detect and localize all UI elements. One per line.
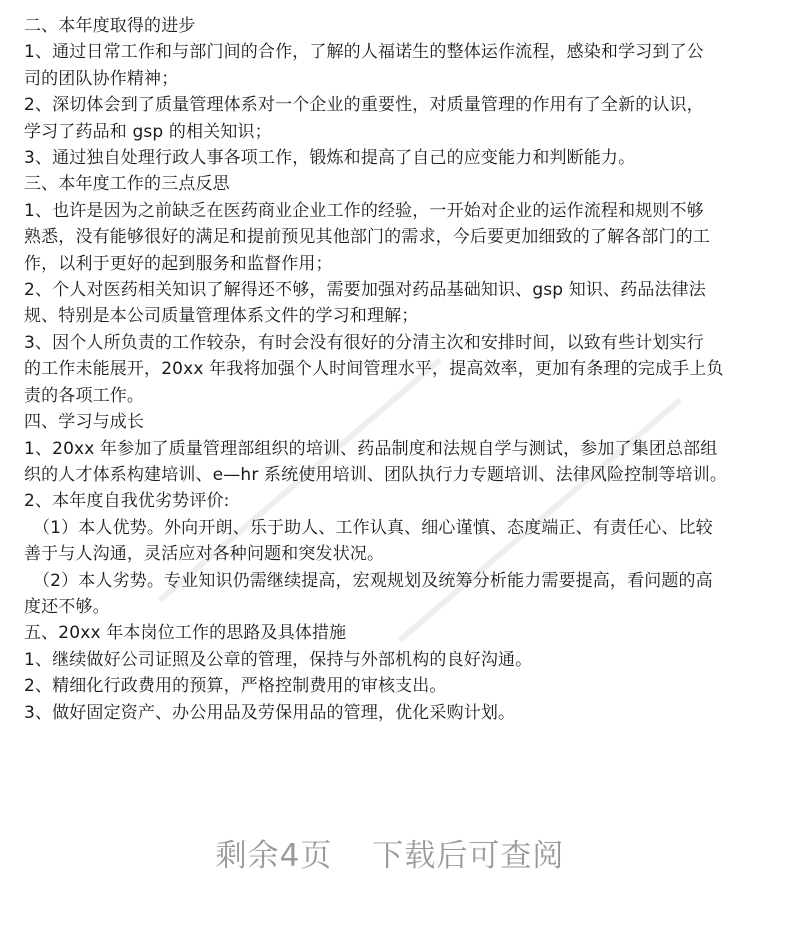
document-line: 织的人才体系构建培训、e—hr 系统使用培训、团队执行力专题培训、法律风险控制等培训。 [24, 464, 728, 485]
document-line: 善于与人沟通，灵活应对各种问题和突发状况。 [24, 544, 385, 565]
document-line: 2、深切体会到了质量管理体系对一个企业的重要性，对质量管理的作用有了全新的认识， [24, 95, 704, 116]
document-line: 度还不够。 [24, 596, 110, 617]
document-line: 规、特别是本公司质量管理体系文件的学习和理解； [24, 306, 419, 327]
document-line: 二、本年度取得的进步 [24, 16, 196, 36]
download-hint-text: 下载后可查阅 [372, 838, 565, 874]
document-line: 的工作未能展开，20xx 年我将加强个人时间管理水平，提高效率，更加有条理的完成手上负 [24, 359, 724, 380]
document-line: 五、20xx 年本岗位工作的思路及具体措施 [24, 623, 347, 644]
document-body [24, 0, 780, 726]
document-line: 3、通过独自处理行政人事各项工作，锻炼和提高了自己的应变能力和判断能力。 [24, 148, 636, 169]
document-line: 2、本年度自我优劣势评价: [24, 491, 230, 512]
document-line: 1、通过日常工作和与部门间的合作，了解的人福诺生的整体运作流程，感染和学习到了公 [24, 42, 704, 63]
document-line: 1、20xx 年参加了质量管理部组织的培训、药品制度和法规自学与测试，参加了集团总部组 [24, 438, 718, 459]
preview-limit-notice [0, 830, 780, 875]
cut-off-line [24, 0, 780, 13]
remaining-pages-text: 剩余4页 [215, 838, 333, 874]
document-line: 1、也许是因为之前缺乏在医药商业企业工作的经验，一开始对企业的运作流程和规则不够 [24, 200, 704, 221]
document-line: 司的团队协作精神； [24, 68, 179, 89]
document-line: 1、继续做好公司证照及公章的管理，保持与外部机构的良好沟通。 [24, 649, 533, 670]
document-line: （1）本人优势。外向开朗、乐于助人、工作认真、细心谨慎、态度端正、有责任心、比较 [33, 517, 713, 538]
document-line: 3、做好固定资产、办公用品及劳保用品的管理，优化采购计划。 [24, 702, 516, 723]
document-line: 3、因个人所负责的工作较杂，有时会没有很好的分清主次和安排时间，以致有些计划实行 [24, 332, 704, 353]
document-line: （2）本人劣势。专业知识仍需继续提高，宏观规划及统筹分析能力需要提高，看问题的高 [33, 570, 713, 591]
document-line: 熟悉，没有能够很好的满足和提前预见其他部门的需求，今后要更加细致的了解各部门的工 [24, 227, 710, 248]
document-line: 2、个人对医药相关知识了解得还不够，需要加强对药品基础知识、gsp 知识、药品法律法 [24, 280, 706, 301]
document-line: 四、学习与成长 [24, 412, 145, 433]
document-line: 学习了药品和 gsp 的相关知识； [24, 121, 272, 142]
document-line: 三、本年度工作的三点反思 [24, 174, 230, 195]
document-line: 2、精细化行政费用的预算，严格控制费用的审核支出。 [24, 676, 447, 697]
document-line: 责的各项工作。 [24, 385, 145, 406]
document-line: 作，以利于更好的起到服务和监督作用； [24, 253, 333, 274]
